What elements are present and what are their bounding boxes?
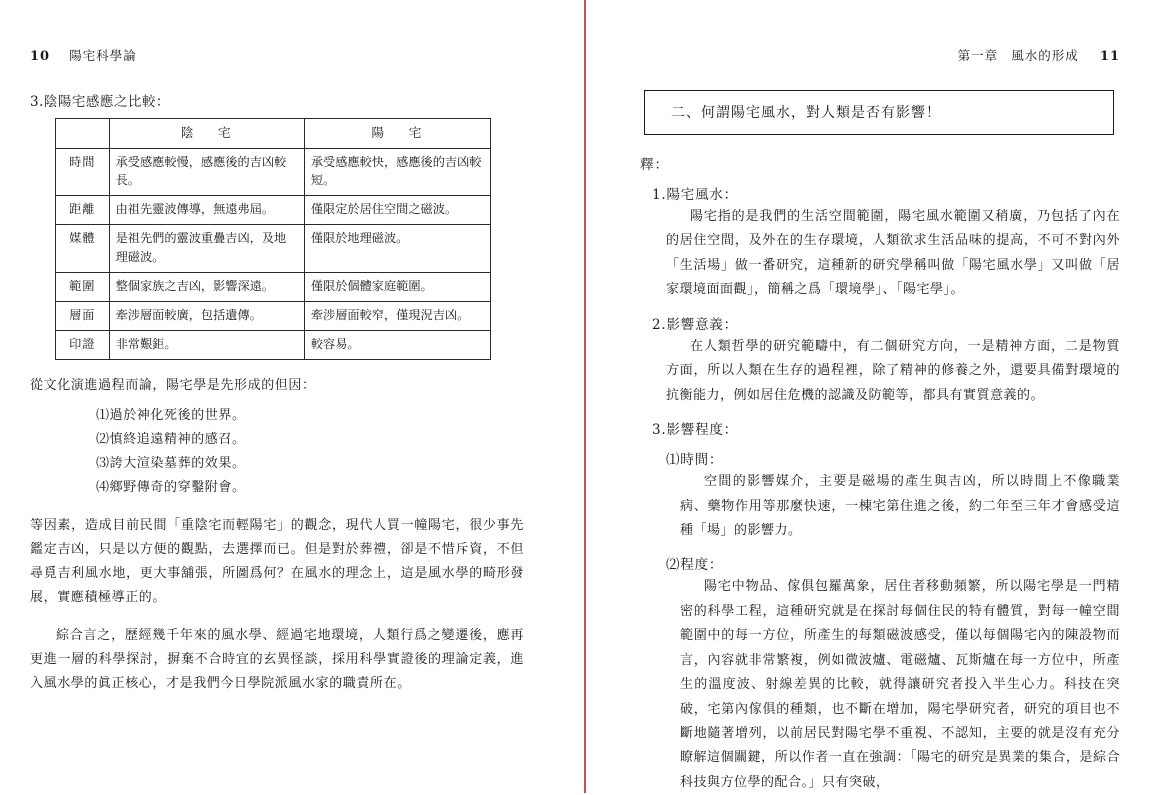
item-heading-2: 2.影響意義： — [652, 316, 738, 333]
list-item: ⑵慎終追遠精神的感召。 — [96, 431, 246, 447]
gutter-rule — [584, 0, 586, 793]
left-page — [0, 0, 560, 793]
list-item: ⑴過於神化死後的世界。 — [96, 407, 246, 423]
right-chapter-label: 第一章 — [957, 48, 999, 63]
page-gutter — [560, 0, 600, 793]
left-folio: 10 — [30, 49, 51, 64]
sub-item-heading-2: ⑵程度： — [666, 557, 724, 574]
table-header-blank — [56, 119, 110, 149]
sub-item-body-1: 空間的影響媒介，主要是磁場的產生與吉凶，所以時間上不像職業病、藥物作用等那麼快速，一棟宅第住進之後，約二年至三年才會感受這種「場」的影響力。 — [680, 474, 1120, 538]
item-heading-1: 1.陽宅風水： — [652, 187, 738, 203]
row-yin-cell: 牽涉層面較廣，包括遺傳。 — [109, 301, 304, 330]
left-book-title: 陽宅科學論 — [69, 48, 137, 63]
section-heading: 3.陰陽宅感應之比較： — [30, 94, 170, 110]
row-label: 範圍 — [56, 273, 110, 302]
table-header-row — [56, 119, 491, 149]
list-item: ⑶誇大渲染墓葬的效果。 — [96, 455, 246, 471]
row-yin-cell: 是祖先們的靈波重疊吉凶，及地理磁波。 — [109, 225, 304, 273]
table-row — [56, 148, 491, 196]
row-label: 印證 — [56, 330, 110, 359]
row-yang-cell: 承受感應較快，感應後的吉凶較短。 — [304, 148, 490, 196]
paragraph-two: 等因素，造成目前民間「重陰宅而輕陽宅」的觀念，現代人買一幢陽宅，很少事先鑑定吉凶，只是以方便的觀點，去選擇而已。但是對於葬禮，卻是不惜斥資，不但尋覓吉利風水地，更大事舖張，所圖爲何？在風水的理念上，這是風水學的畸形發展，實應積極導正的。 — [30, 518, 524, 606]
right-folio: 11 — [1099, 49, 1120, 64]
row-yin-cell: 非常艱鉅。 — [109, 330, 304, 359]
list-item: ⑷鄉野傳奇的穿鑿附會。 — [96, 479, 246, 495]
row-yin-cell: 由祖先靈波傳導，無遠弗屆。 — [109, 196, 304, 225]
paragraph-three: 綜合言之，歷經幾千年來的風水學、經過宅地環境，人類行爲之變遷後，應再更進一層的科學探討，摒棄不合時宜的玄異怪談，採用科學實證後的理論定義，進入風水學的眞正核心，才是我們今日學院派風水家的職責所在。 — [30, 628, 524, 692]
sub-item-body-2: 陽宅中物品、傢俱包羅萬象，居住者移動頻繁，所以陽宅學是一門精密的科學工程，這種研究就是在探討每個住民的特有體質，對每一幢空間範圍中的每一方位，所產生的每類磁波感受，僅以每個陽宅內的陳設物而言，內容就非常繁複，例如微波爐、電磁爐、瓦斯爐在每一方位中，所產生的溫度波、射線差異的比較，就得讓研究者投入半生心力。科技在突破，宅第內傢俱的種類，也不斷在增加，陽宅學研究者，研究的項目也不斷地隨著增列，以前居民對陽宅學不重視、不認知，主要的就是沒有充分瞭解這個關鍵，所以作者一直在強調：「陽宅的研究是異業的集合，是綜合科技與方位學的配合。」只有突破， — [680, 579, 1120, 790]
table-row — [56, 273, 491, 302]
row-yang-cell: 較容易。 — [304, 330, 490, 359]
table-row — [56, 225, 491, 273]
item-heading-3: 3.影響程度： — [652, 422, 738, 439]
table-header-yang: 陽 宅 — [304, 119, 490, 149]
comparison-table — [55, 118, 491, 360]
row-yang-cell: 僅限於個體家庭範圍。 — [304, 273, 490, 302]
row-yang-cell: 牽涉層面較窄，僅現況吉凶。 — [304, 301, 490, 330]
row-label: 媒體 — [56, 225, 110, 273]
left-running-head — [30, 46, 524, 64]
right-page — [600, 0, 1154, 793]
table-row — [56, 196, 491, 225]
table-header-yin: 陰 宅 — [109, 119, 304, 149]
item-body-1: 陽宅指的是我們的生活空間範圍，陽宅風水範圍又稍廣，乃包括了內在的居住空間，及外在的生存環境，人類欲求生活品味的提高，不可不對內外「生活場」做一番研究，這種新的研究學稱叫做「陽宅風水學」又叫做「居家環境面面觀」，簡稱之爲「環境學」、「陽宅學」。 — [666, 209, 1120, 298]
row-yang-cell: 僅限於地理磁波。 — [304, 225, 490, 273]
item-body-2: 在人類哲學的研究範疇中，有二個研究方向，一是精神方面，二是物質方面，所以人類在生存的過程裡，除了精神的修養之外，還要具備對環境的抗衡能力，例如居住危機的認識及防範等，都具有實質意義的。 — [666, 338, 1120, 403]
row-yin-cell: 整個家族之吉凶，影響深遠。 — [109, 273, 304, 302]
right-running-head — [640, 46, 1120, 64]
row-label: 層面 — [56, 301, 110, 330]
sub-item-heading-1: ⑴時間： — [666, 452, 724, 469]
row-label: 時間 — [56, 148, 110, 196]
explain-label: 釋： — [640, 157, 669, 173]
row-label: 距離 — [56, 196, 110, 225]
row-yin-cell: 承受感應較慢，感應後的吉凶較長。 — [109, 148, 304, 196]
paragraph-lead: 從文化演進過程而論，陽宅學是先形成的但因： — [30, 377, 316, 393]
row-yang-cell: 僅限定於居住空間之磁波。 — [304, 196, 490, 225]
table-row — [56, 301, 491, 330]
right-section-label: 風水的形成 — [1011, 48, 1079, 63]
numbered-list — [30, 404, 524, 500]
boxed-heading: 二、何謂陽宅風水，對人類是否有影響！ — [644, 90, 1114, 135]
table-row — [56, 330, 491, 359]
